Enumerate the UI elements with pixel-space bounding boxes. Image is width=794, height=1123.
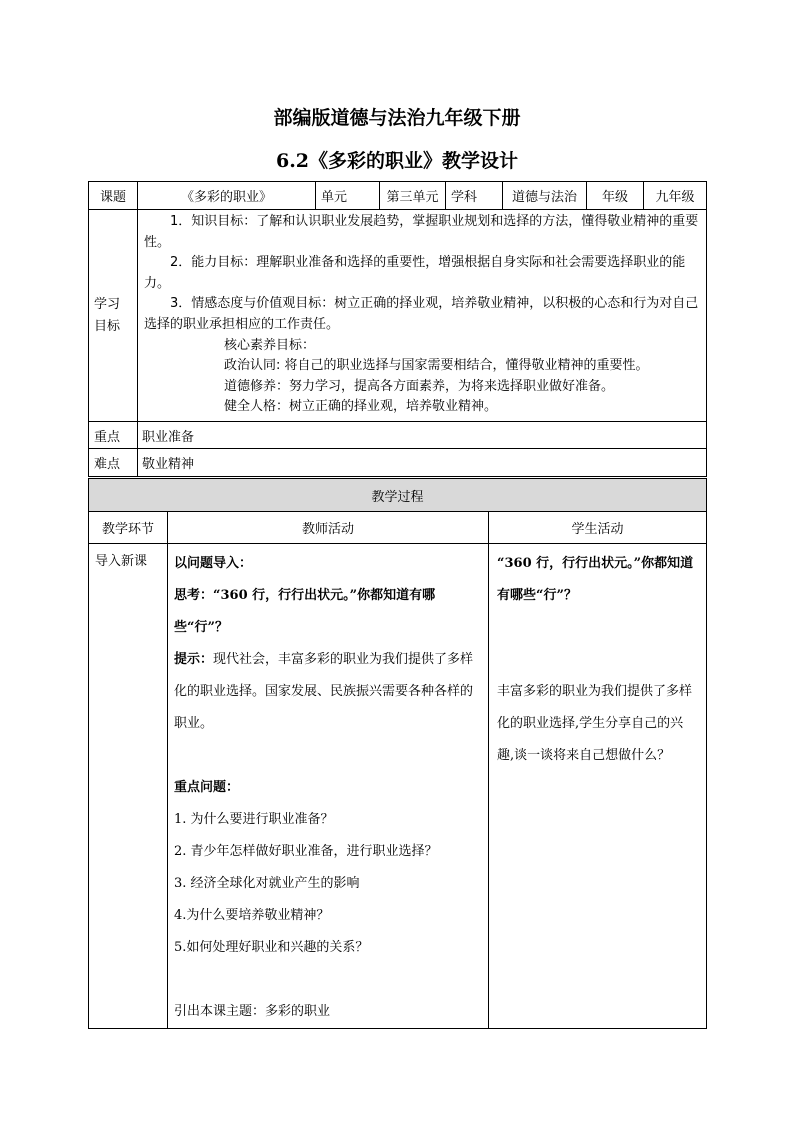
goal-item: 3．情感态度与价值观目标：树立正确的择业观，培养敬业精神，以积极的心态和行为对自己选择的职业承担相应的工作责任。	[144, 296, 699, 332]
stage-cell: 导入新课	[89, 544, 168, 1029]
student-answer: 丰富多彩的职业为我们提供了多样化的职业选择,学生分享自己的兴趣,谈一谈将来自己想做什么？	[497, 684, 693, 763]
key-point-label: 重点	[89, 422, 138, 449]
goals-content	[138, 210, 707, 422]
process-bar: 教学过程	[89, 479, 707, 512]
spacer	[174, 740, 482, 772]
process-bar-row	[89, 479, 707, 512]
unit-value: 第三单元	[380, 182, 446, 210]
difficulty-label: 难点	[89, 449, 138, 477]
goal-item: 2．能力目标：理解职业准备和选择的重要性，增强根据自身实际和社会需要选择职业的能力。	[144, 255, 686, 291]
process-header-row	[89, 512, 707, 544]
hint-label: 提示：	[174, 652, 214, 667]
goals-label	[89, 210, 138, 422]
goals-label-line2: 目标	[94, 318, 121, 334]
hint-text: 现代社会，丰富多彩的职业为我们提供了多样化的职业选择。国家发展、民族振兴需要各种各样的职业。	[174, 652, 474, 731]
document-title: 部编版道德与法治九年级下册	[273, 107, 521, 129]
goals-label-line1: 学习	[94, 296, 121, 312]
question-item: 4.为什么要培养敬业精神？	[174, 908, 330, 923]
think-text: “360 行，行行出状元。”你都知道有哪些“行”？	[174, 588, 436, 635]
closing-line: 引出本课主题：多彩的职业	[174, 1004, 331, 1019]
think-paragraph	[174, 580, 482, 644]
document-subtitle: 6.2《多彩的职业》教学设计	[275, 150, 519, 172]
key-point-row	[89, 422, 707, 449]
student-question: “360 行，行行出状元。”你都知道有哪些“行”？	[497, 556, 694, 603]
process-row	[89, 544, 707, 1029]
think-label: 思考：	[174, 588, 214, 603]
col-teacher-header: 教师活动	[168, 512, 489, 544]
difficulty-value: 敬业精神	[138, 449, 707, 477]
grade-value: 九年级	[644, 182, 707, 210]
key-questions-heading: 重点问题：	[174, 780, 240, 795]
goal-item: 1．知识目标：了解和认识职业发展趋势，掌握职业规划和选择的方法，懂得敬业精神的重要性。	[144, 214, 699, 250]
spacer	[497, 612, 700, 676]
topic-label: 课题	[89, 182, 138, 210]
subject-value: 道德与法治	[503, 182, 587, 210]
goal-item: 健全人格：树立正确的择业观，培养敬业精神。	[224, 399, 498, 415]
goal-item: 政治认同: 将自己的职业选择与国家需要相结合，懂得敬业精神的重要性。	[224, 358, 649, 374]
question-item: 1. 为什么要进行职业准备？	[174, 812, 334, 827]
subject-label: 学科	[446, 182, 503, 210]
question-item: 3. 经济全球化对就业产生的影响	[174, 876, 360, 891]
teacher-activity-cell	[168, 544, 489, 1029]
teaching-process-table	[88, 478, 707, 1029]
question-item: 2. 青少年怎样做好职业准备，进行职业选择？	[174, 844, 438, 859]
unit-label: 单元	[316, 182, 380, 210]
key-point-value: 职业准备	[138, 422, 707, 449]
goal-item: 核心素养目标：	[224, 337, 316, 353]
difficulty-row	[89, 449, 707, 477]
spacer	[174, 964, 482, 996]
intro-heading: 以问题导入：	[174, 556, 253, 571]
question-item: 5.如何处理好职业和兴趣的关系？	[174, 940, 369, 955]
grade-label: 年级	[587, 182, 644, 210]
goal-item: 道德修养：努力学习，提高各方面素养，为将来选择职业做好准备。	[224, 378, 615, 394]
hint-paragraph	[174, 644, 482, 740]
col-stage-header: 教学环节	[89, 512, 168, 544]
lesson-info-table	[88, 181, 707, 477]
col-student-header: 学生活动	[489, 512, 707, 544]
goals-row	[89, 210, 707, 422]
info-row	[89, 182, 707, 210]
student-activity-cell	[489, 544, 707, 1029]
topic-value: 《多彩的职业》	[138, 182, 316, 210]
